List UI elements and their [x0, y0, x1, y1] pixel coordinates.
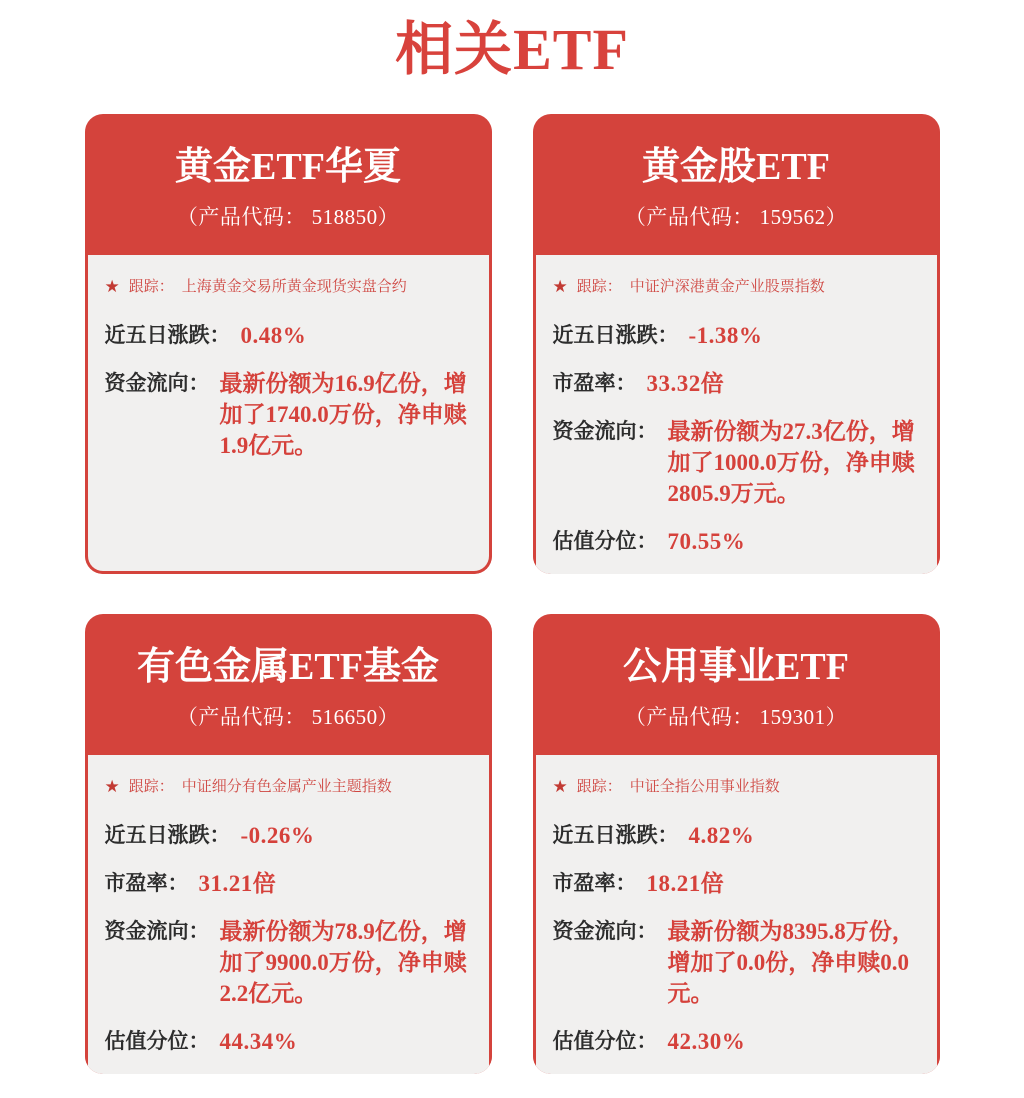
track-row — [553, 777, 920, 797]
card-1-body — [85, 255, 492, 574]
star-icon: ★ — [552, 277, 568, 296]
pe-row — [553, 368, 920, 399]
change-row — [553, 820, 920, 851]
track-index: 中证全指公用事业指数 — [629, 778, 780, 795]
change-row — [105, 820, 472, 851]
card-3-header — [85, 614, 492, 755]
track-index: 中证沪深港黄金产业股票指数 — [629, 278, 825, 295]
change-row — [553, 320, 920, 351]
flow-label: 资金流向： — [552, 920, 658, 943]
etf-name: 有色金属ETF基金 — [137, 645, 439, 688]
valuation-label: 估值分位： — [552, 1030, 658, 1053]
valuation-label: 估值分位： — [104, 1030, 210, 1053]
card-3-body — [85, 755, 492, 1074]
flow-value: 最新份额为8395.8万份，增加了0.0份，净申赎0.0元。 — [667, 919, 915, 1006]
flow-row — [553, 416, 920, 509]
product-code: （产品代码： 159562） — [624, 204, 848, 229]
card-4-body — [533, 755, 940, 1074]
track-label: 跟踪： — [128, 278, 174, 295]
etf-card-grid — [0, 114, 1024, 1074]
valuation-value: 42.30% — [667, 1029, 746, 1054]
pe-label: 市盈率： — [104, 872, 189, 895]
card-4-header — [533, 614, 940, 755]
pe-row — [553, 868, 920, 899]
flow-value: 最新份额为16.9亿份，增加了1740.0万份，净申赎1.9亿元。 — [219, 371, 467, 458]
pe-value: 31.21倍 — [198, 871, 277, 896]
pe-row — [105, 868, 472, 899]
change-row — [105, 320, 472, 351]
page-title — [0, 18, 1024, 82]
card-2-body — [533, 255, 940, 574]
flow-label: 资金流向： — [552, 420, 658, 443]
flow-row — [553, 916, 920, 1009]
change-value: 0.48% — [240, 323, 307, 348]
track-row — [553, 277, 920, 297]
pe-label: 市盈率： — [552, 372, 637, 395]
valuation-value: 44.34% — [219, 1029, 298, 1054]
star-icon: ★ — [104, 777, 120, 796]
track-label: 跟踪： — [128, 778, 174, 795]
valuation-row — [553, 526, 920, 557]
valuation-label: 估值分位： — [552, 530, 658, 553]
page-title-latin: ETF — [513, 17, 629, 82]
track-label: 跟踪： — [576, 778, 622, 795]
valuation-row — [553, 1026, 920, 1057]
etf-card-3 — [85, 614, 492, 1074]
change-value: -0.26% — [240, 823, 315, 848]
etf-name: 黄金股ETF — [642, 145, 830, 188]
pe-label: 市盈率： — [552, 872, 637, 895]
valuation-row — [105, 1026, 472, 1057]
change-label: 近五日涨跌： — [104, 824, 231, 847]
etf-card-2 — [533, 114, 940, 574]
pe-value: 18.21倍 — [646, 871, 725, 896]
pe-value: 33.32倍 — [646, 371, 725, 396]
valuation-value: 70.55% — [667, 529, 746, 554]
card-1-header — [85, 114, 492, 255]
track-index: 中证细分有色金属产业主题指数 — [181, 778, 392, 795]
flow-value: 最新份额为27.3亿份，增加了1000.0万份，净申赎2805.9万元。 — [667, 419, 915, 506]
flow-value: 最新份额为78.9亿份，增加了9900.0万份，净申赎2.2亿元。 — [219, 919, 467, 1006]
flow-label: 资金流向： — [104, 920, 210, 943]
star-icon: ★ — [104, 277, 120, 296]
flow-label: 资金流向： — [104, 372, 210, 395]
change-label: 近五日涨跌： — [552, 824, 679, 847]
track-index: 上海黄金交易所黄金现货实盘合约 — [181, 278, 407, 295]
change-label: 近五日涨跌： — [104, 324, 231, 347]
change-label: 近五日涨跌： — [552, 324, 679, 347]
page-title-cn: 相关 — [395, 17, 514, 82]
star-icon: ★ — [552, 777, 568, 796]
etf-name: 公用事业ETF — [623, 645, 849, 688]
etf-name: 黄金ETF华夏 — [175, 145, 401, 188]
product-code: （产品代码： 518850） — [176, 204, 400, 229]
product-code: （产品代码： 516650） — [176, 704, 400, 729]
card-2-header — [533, 114, 940, 255]
change-value: 4.82% — [688, 823, 755, 848]
flow-row — [105, 368, 472, 461]
track-row — [105, 277, 472, 297]
change-value: -1.38% — [688, 323, 763, 348]
etf-card-1 — [85, 114, 492, 574]
track-label: 跟踪： — [576, 278, 622, 295]
etf-card-4 — [533, 614, 940, 1074]
flow-row — [105, 916, 472, 1009]
product-code: （产品代码： 159301） — [624, 704, 848, 729]
track-row — [105, 777, 472, 797]
